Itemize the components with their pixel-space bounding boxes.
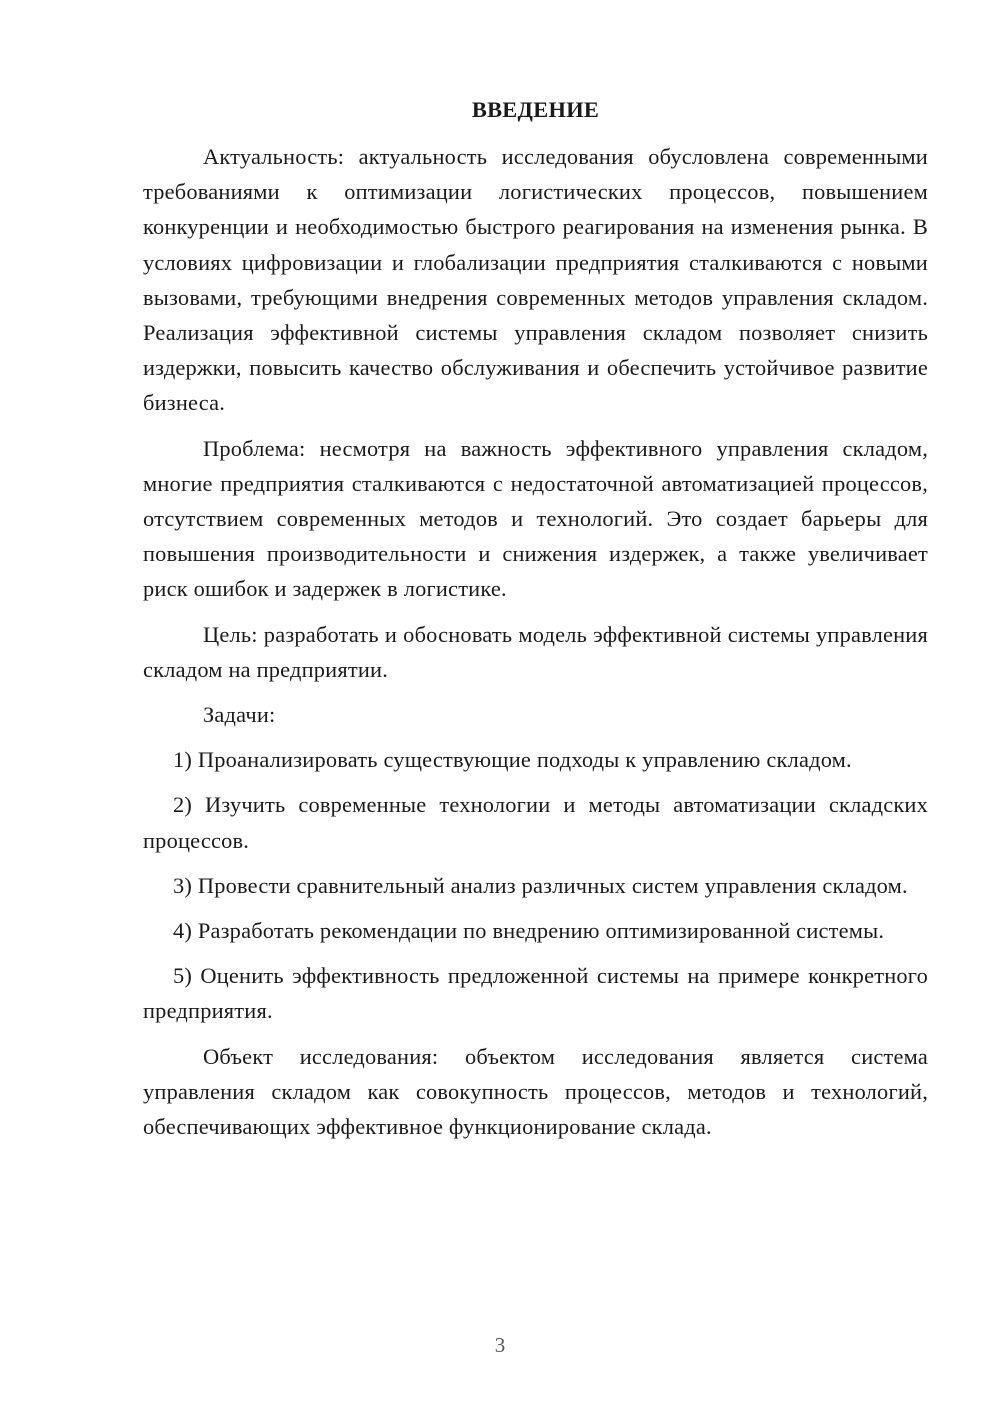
task-item-1: 1) Проанализировать существующие подходы к управлению складом. <box>173 747 852 773</box>
paragraph-object: Объект исследования: объектом исследования является система управления складом как совокупность процессов, методов и технологий, обеспечивающих эффективное функционирование склада. <box>143 1043 928 1140</box>
page-title: ВВЕДЕНИЕ <box>471 97 600 122</box>
paragraph-relevance: Актуальность: актуальность исследования обусловлена современными требованиями к оптимизации логистических процессов, повышением конкуренции и необходимостью быстрого реагирования на изменения рынка. В условиях цифровизации и глобализации предприятия сталкиваются с новыми вызовами, требующими внедрения современных методов управления складом. Реализация эффективной системы управления складом позволяет снизить издержки, повысить качество обслуживания и обеспечить устойчивое развитие бизнеса. <box>143 144 928 416</box>
task-item-4: 4) Разработать рекомендации по внедрению оптимизированной системы. <box>173 918 885 944</box>
page-number: 3 <box>494 1333 506 1357</box>
task-item-5: 5) Оценить эффективность предложенной системы на примере конкретного предприятия. <box>143 963 928 1024</box>
paragraph-problem: Проблема: несмотря на важность эффективного управления складом, многие предприятия сталкиваются с недостаточной автоматизацией процессов, отсутствием современных методов и технологий. Это создает барьеры для повышения производительности и снижения издержек, а также увеличивает риск ошибок и задержек в логистике. <box>143 435 928 602</box>
task-item-3: 3) Провести сравнительный анализ различных систем управления складом. <box>173 872 908 898</box>
task-item-2: 2) Изучить современные технологии и методы автоматизации складских процессов. <box>143 792 928 853</box>
paragraph-goal: Цель: разработать и обосновать модель эффективной системы управления складом на предприятии. <box>143 621 928 682</box>
document-content <box>143 95 928 1154</box>
paragraph-tasks-heading: Задачи: <box>203 702 276 728</box>
